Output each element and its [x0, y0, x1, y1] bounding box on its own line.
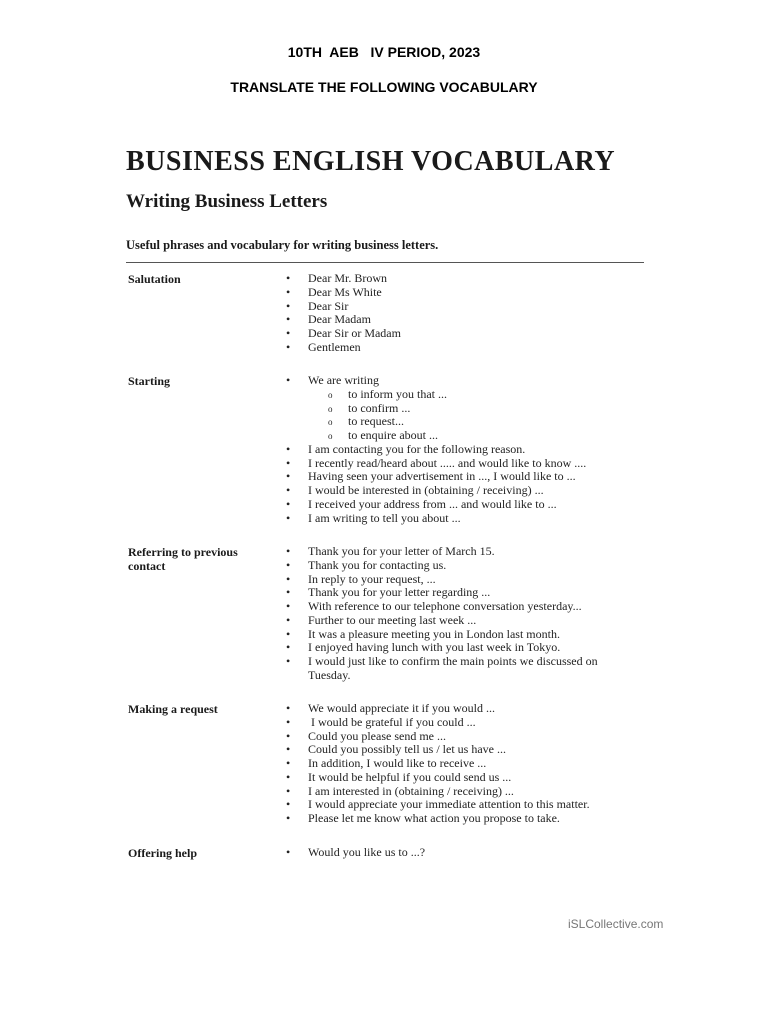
- section-label: Offering help: [128, 846, 197, 860]
- list-item: • I would appreciate your immediate attention to this matter.: [284, 798, 656, 812]
- list-item: • Could you please send me ...: [284, 730, 656, 744]
- document-title: BUSINESS ENGLISH VOCABULARY: [126, 146, 616, 177]
- list-item: • It was a pleasure meeting you in London last month.: [284, 628, 656, 642]
- phrase-list: [284, 846, 656, 860]
- list-item: • I am interested in (obtaining / receiving) ...: [284, 785, 656, 799]
- list-item: • Thank you for your letter of March 15.: [284, 545, 656, 559]
- list-item: • Would you like us to ...?: [284, 846, 656, 860]
- list-item: • Could you possibly tell us / let us have ...: [284, 743, 656, 757]
- list-item: • In addition, I would like to receive ...: [284, 757, 656, 771]
- list-item: • Thank you for your letter regarding ...: [284, 586, 656, 600]
- list-item: • In reply to your request, ...: [284, 573, 656, 587]
- section-label: Referring to previous contact: [128, 545, 238, 573]
- list-item: • Dear Sir: [284, 300, 656, 314]
- phrase-list: [284, 374, 656, 525]
- list-item: • Thank you for contacting us.: [284, 559, 656, 573]
- list-item: • Dear Ms White: [284, 286, 656, 300]
- list-item: • I am writing to tell you about ...: [284, 512, 656, 526]
- list-item: • It would be helpful if you could send us ...: [284, 771, 656, 785]
- document-intro: Useful phrases and vocabulary for writing business letters.: [126, 238, 439, 252]
- list-item: • We would appreciate it if you would ...: [284, 702, 656, 716]
- phrase-list: [284, 272, 656, 355]
- list-item: • I am contacting you for the following reason.: [284, 443, 656, 457]
- section-label: Making a request: [128, 702, 218, 716]
- header-line-1: 10TH AEB IV PERIOD, 2023: [287, 44, 481, 60]
- section-label: Salutation: [128, 272, 181, 286]
- list-item: • Dear Mr. Brown: [284, 272, 656, 286]
- list-item: • Dear Sir or Madam: [284, 327, 656, 341]
- sub-list-item: o to inform you that ...: [284, 388, 656, 402]
- sub-list-item: o to enquire about ...: [284, 429, 656, 443]
- list-item: • I recently read/heard about ..... and would like to know ....: [284, 457, 656, 471]
- sub-list-item: o to confirm ...: [284, 402, 656, 416]
- list-item: • Dear Madam: [284, 313, 656, 327]
- list-item: • I would be grateful if you could ...: [284, 716, 656, 730]
- document-subtitle: Writing Business Letters: [126, 191, 328, 212]
- list-item: • Further to our meeting last week ...: [284, 614, 656, 628]
- horizontal-rule: [126, 262, 644, 263]
- watermark-text: iSLCollective.com: [568, 917, 664, 931]
- list-item: • We are writing: [284, 374, 656, 388]
- list-item: • Please let me know what action you propose to take.: [284, 812, 656, 826]
- phrase-list: [284, 545, 656, 683]
- header-line-2: TRANSLATE THE FOLLOWING VOCABULARY: [230, 79, 538, 95]
- section-label: Starting: [128, 374, 170, 388]
- list-item: • With reference to our telephone conversation yesterday...: [284, 600, 656, 614]
- phrase-list: [284, 702, 656, 826]
- list-item: • I would be interested in (obtaining / receiving) ...: [284, 484, 656, 498]
- list-item: • I would just like to confirm the main points we discussed on Tuesday.: [284, 655, 656, 683]
- list-item: • Having seen your advertisement in ..., I would like to ...: [284, 470, 656, 484]
- list-item: • I enjoyed having lunch with you last week in Tokyo.: [284, 641, 656, 655]
- sub-list-item: o to request...: [284, 415, 656, 429]
- list-item: • Gentlemen: [284, 341, 656, 355]
- list-item: • I received your address from ... and would like to ...: [284, 498, 656, 512]
